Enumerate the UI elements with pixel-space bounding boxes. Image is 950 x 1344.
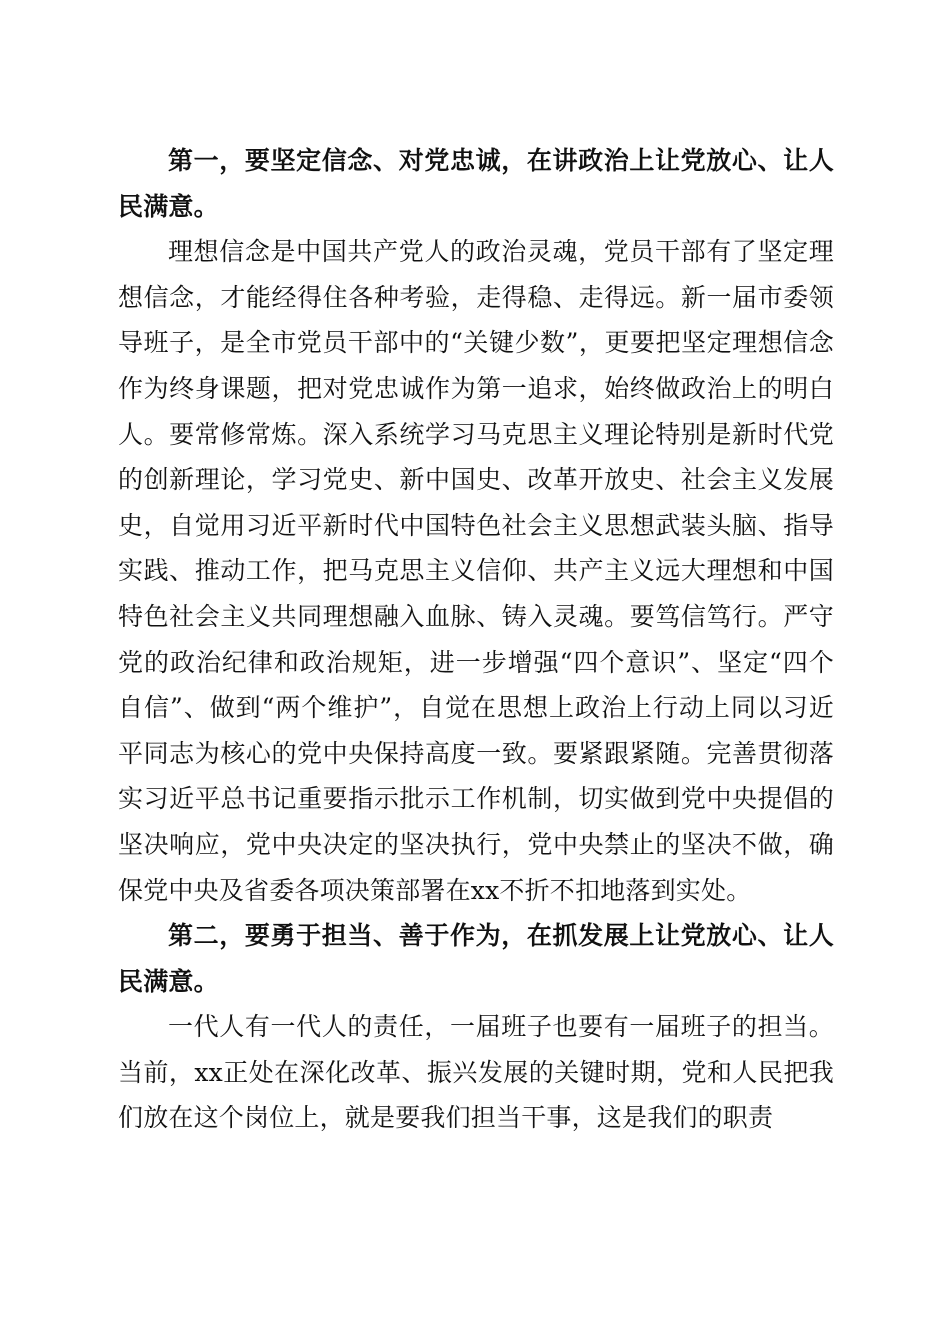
section-heading-2: 第二，要勇于担当、善于作为，在抓发展上让党放心、让人民满意。 bbox=[118, 921, 834, 996]
body-paragraph-2: 一代人有一代人的责任，一届班子也要有一届班子的担当。当前，xx正处在深化改革、振兴发展的关键时期，党和人民把我们放在这个岗位上，就是要我们担当干事，这是我们的职责 bbox=[118, 1012, 834, 1133]
section-heading-1: 第一，要坚定信念、对党忠诚，在讲政治上让党放心、让人民满意。 bbox=[118, 146, 834, 221]
body-paragraph-1: 理想信念是中国共产党人的政治灵魂，党员干部有了坚定理想信念，才能经得住各种考验，走得稳、走得远。新一届市委领导班子，是全市党员干部中的“关键少数”，更要把坚定理想信念作为终身课题，把对党忠诚作为第一追求，始终做政治上的明白人。要常修常炼。深入系统学习马克思主义理论特别是新时代党的创新理论，学习党史、新中国史、改革开放史、社会主义发展史，自觉用习近平新时代中国特色社会主义思想武装头脑、指导实践、推动工作，把马克思主义信仰、共产主义远大理想和中国特色社会主义共同理想融入血脉、铸入灵魂。要笃信笃行。严守党的政治纪律和政治规矩，进一步增强“四个意识”、坚定“四个自信”、做到“两个维护”，自觉在思想上政治上行动上同以习近平同志为核心的党中央保持高度一致。要紧跟紧随。完善贯彻落实习近平总书记重要指示批示工作机制，切实做到党中央提倡的坚决响应，党中央决定的坚决执行，党中央禁止的坚决不做，确保党中央及省委各项决策部署在xx不折不扣地落到实处。 bbox=[118, 237, 834, 905]
document-page bbox=[118, 138, 834, 1141]
